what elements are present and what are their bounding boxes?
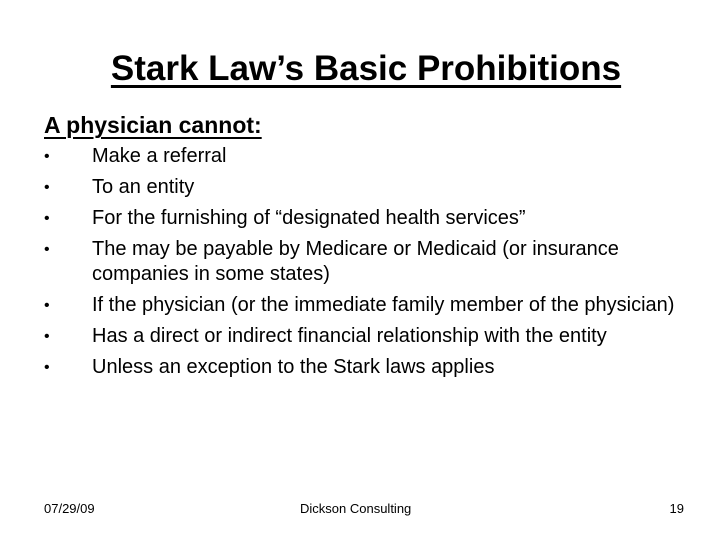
bullet-item [44,175,704,200]
bullet-list [44,144,704,386]
bullet-text: The may be payable by Medicare or Medicaid (or insurance companies in some states) [92,238,619,285]
bullet-icon: • [44,241,50,258]
bullet-icon: • [44,359,50,376]
bullet-item [44,293,704,318]
bullet-icon: • [44,148,50,165]
footer-page-number: 19 [669,501,684,516]
bullet-text: Unless an exception to the Stark laws applies [92,356,495,378]
footer-date: 07/29/09 [44,501,95,516]
bullet-item [44,144,704,169]
bullet-item [44,355,704,380]
bullet-icon: • [44,328,50,345]
bullet-item [44,206,704,231]
footer-company: Dickson Consulting [300,501,412,516]
bullet-icon: • [44,297,50,314]
slide-subtitle: A physician cannot: [44,112,262,138]
bullet-icon: • [44,210,50,227]
bullet-text: For the furnishing of “designated health services” [92,207,526,229]
bullet-text: To an entity [92,176,195,198]
bullet-icon: • [44,179,50,196]
bullet-text: If the physician (or the immediate family member of the physician) [92,294,675,316]
bullet-text: Make a referral [92,145,227,167]
bullet-item [44,237,704,287]
slide-title: Stark Law’s Basic Prohibitions [110,49,622,88]
bullet-item [44,324,704,349]
bullet-text: Has a direct or indirect financial relationship with the entity [92,325,607,347]
